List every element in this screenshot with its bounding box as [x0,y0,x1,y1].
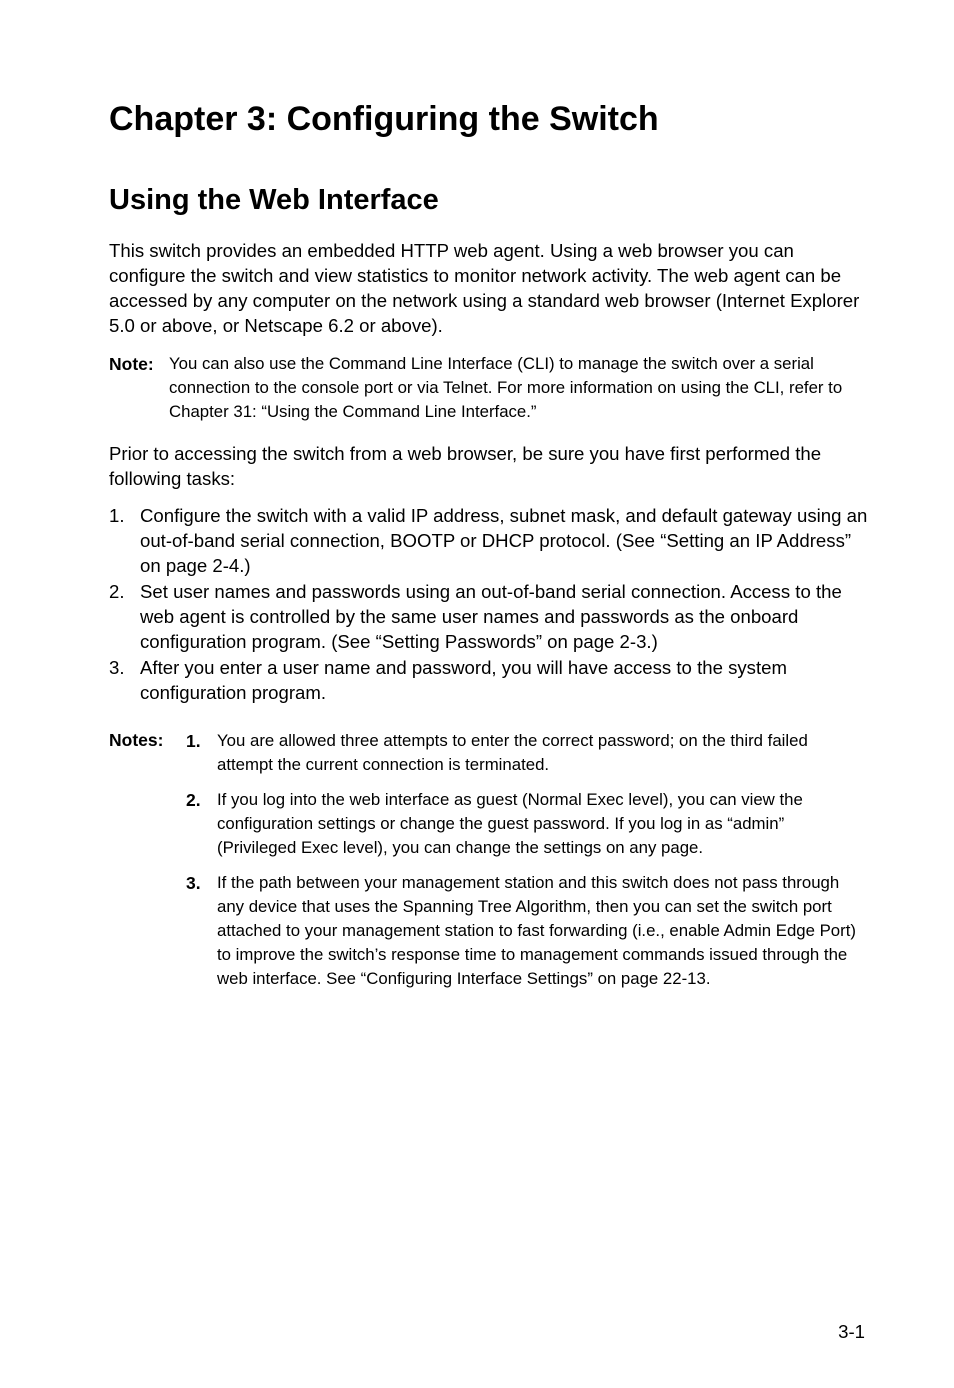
task-text: Configure the switch with a valid IP address, subnet mask, and default gateway using an out-of-band serial connection, BOOTP or DHCP protocol. (See “Setting an IP Address” on page 2-4.) [140,505,868,576]
notes-item-text: If you log into the web interface as guest (Normal Exec level), you can view the configuration settings or change the guest password. If you log in as “admin” (Privileged Exec level), you can change the settings on any page. [217,790,803,857]
notes-item-number: 1. [186,731,201,751]
note-label: Note: [109,354,154,374]
task-item [109,655,864,705]
section-title: Using the Web Interface [109,184,439,216]
note-text: You can also use the Command Line Interface (CLI) to manage the switch over a serial connection to the console port or via Telnet. For more information on using the CLI, refer to Chapter 31: “Using the Command Line Interface.” [169,354,843,421]
notes-label: Notes: [109,730,164,750]
chapter-title: Chapter 3: Configuring the Switch [109,100,659,138]
task-number: 3. [109,657,125,678]
task-number: 1. [109,505,125,526]
task-text: Set user names and passwords using an out-of-band serial connection. Access to the web agent is controlled by the same user names and passwords as the onboard configuration program. (See “Setting Passwords” on page 2-3.) [140,581,842,652]
notes-item-number: 3. [186,873,201,893]
notes-item [186,729,866,777]
task-item [109,579,864,654]
notes-item-text: You are allowed three attempts to enter the correct password; on the third failed attempt the current connection is terminated. [217,731,808,774]
notes-item [186,871,866,991]
notes-item [186,788,866,860]
task-number: 2. [109,581,125,602]
task-list [109,503,868,705]
page-number: 3-1 [838,1321,865,1342]
intro-paragraph: This switch provides an embedded HTTP web agent. Using a web browser you can configure the switch and view statistics to monitor network activity. The web agent can be accessed by any computer on the network using a standard web browser (Internet Explorer 5.0 or above, or Netscape 6.2 or above). [109,240,860,336]
notes-item-number: 2. [186,790,201,810]
task-item [109,503,868,578]
prior-paragraph: Prior to accessing the switch from a web browser, be sure you have first performed the following tasks: [109,443,822,489]
task-text: After you enter a user name and password, you will have access to the system configuration program. [140,657,787,703]
notes-item-text: If the path between your management station and this switch does not pass through any device that uses the Spanning Tree Algorithm, then you can set the switch port attached to your management station to fast forwarding (i.e., enable Admin Edge Port) to improve the switch’s response time to management commands issued through the web interface. See “Configuring Interface Settings” on page 22-13. [217,873,856,988]
